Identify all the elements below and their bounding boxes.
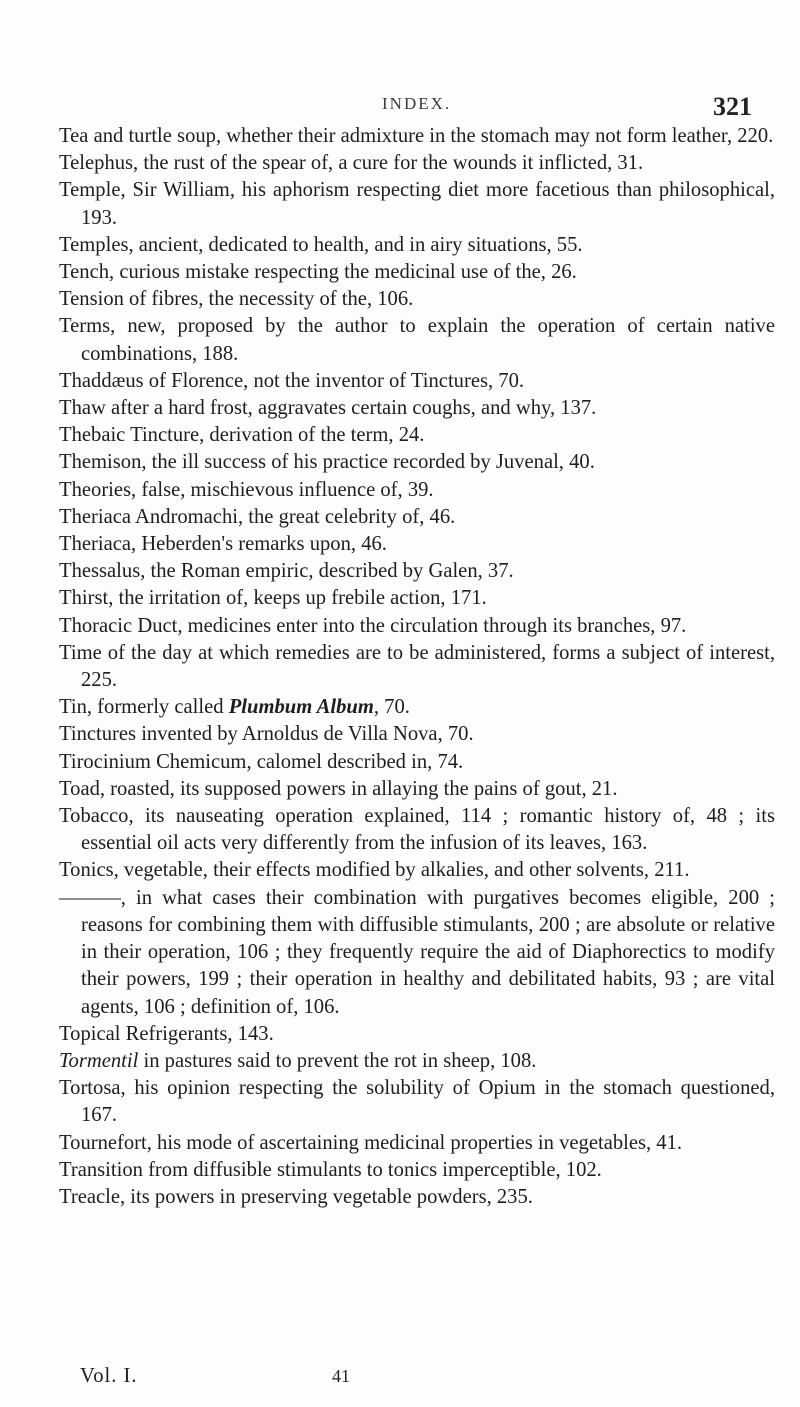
index-entry: Thaw after a hard frost, aggravates certain coughs, and why, 137. [59,397,597,420]
index-entry: Theriaca Andromachi, the great celebrity of, 46. [59,505,456,528]
index-entry: Telephus, the rust of the spear of, a cure for the wounds it inflicted, 31. [59,152,644,175]
italic-term: Plumbum Album [228,696,374,719]
index-entry: Treacle, its powers in preserving vegetable powders, 235. [59,1185,533,1208]
index-entry: Tormentil in pastures said to prevent the rot in sheep, 108. [59,1049,537,1072]
index-entry: Thoracic Duct, medicines enter into the circulation through its branches, 97. [59,614,687,637]
index-entry: Temples, ancient, dedicated to health, and in airy situations, 55. [59,233,583,256]
signature-mark: 41 [332,1366,350,1386]
index-entry: Thaddæus of Florence, not the inventor of Tinctures, 70. [59,369,525,392]
index-entry: Tournefort, his mode of ascertaining medicinal properties in vegetables, 41. [59,1131,683,1154]
index-entry: Tinctures invented by Arnoldus de Villa Nova, 70. [59,723,474,746]
index-entries [59,123,775,1211]
index-entry: Thebaic Tincture, derivation of the term, 24. [59,424,425,447]
index-entry: Terms, new, proposed by the author to explain the operation of certain native combinations, 188. [59,315,775,365]
index-entry: ———, in what cases their combination with purgatives becomes eligible, 200 ; reasons for combining them with diffusible stimulants, 200 ; are absolute or relative in their operation, 106 ; they frequently require the aid of Diaphorectics to modify their powers, 199 ; their operation in healthy and debilitated habits, 93 ; are vital agents, 106 ; definition of, 106. [59,886,775,1018]
index-entry: Tonics, vegetable, their effects modified by alkalies, and other solvents, 211. [59,859,690,882]
index-entry: Thirst, the irritation of, keeps up frebile action, 171. [59,587,487,610]
index-entry: Theories, false, mischievous influence of, 39. [59,478,434,501]
index-entry: Tin, formerly called Plumbum Album, 70. [59,696,410,719]
index-entry: Tea and turtle soup, whether their admixture in the stomach may not form leather, 220. [59,125,774,147]
italic-term: Tormentil [59,1049,139,1072]
index-entry: Tirocinium Chemicum, calomel described in, 74. [59,750,464,773]
running-head: INDEX. [382,94,452,113]
index-entry: Toad, roasted, its supposed powers in allaying the pains of gout, 21. [59,777,618,800]
volume-label: Vol. I. [80,1365,138,1387]
index-entry: Time of the day at which remedies are to be administered, forms a subject of interest, 225. [59,641,775,692]
page-number: 321 [713,92,752,121]
index-entry: Tortosa, his opinion respecting the solubility of Opium in the stomach questioned, 167. [59,1077,775,1127]
index-entry: Theriaca, Heberden's remarks upon, 46. [59,533,387,556]
index-entry: Tobacco, its nauseating operation explained, 114 ; romantic history of, 48 ; its essential oil acts very differently from the infusion of its leaves, 163. [59,805,775,855]
index-entry: Thessalus, the Roman empiric, described by Galen, 37. [59,560,514,583]
index-entry: Topical Refrigerants, 143. [59,1022,274,1045]
page-header [0,92,800,122]
index-entry: Temple, Sir William, his aphorism respecting diet more facetious than philosophical, 193. [59,179,775,229]
index-entry: Themison, the ill success of his practice recorded by Juvenal, 40. [59,451,595,474]
index-entry: Tension of fibres, the necessity of the, 106. [59,288,414,311]
index-entry: Transition from diffusible stimulants to tonics imperceptible, 102. [59,1158,602,1181]
index-entry: Tench, curious mistake respecting the medicinal use of the, 26. [59,261,577,284]
